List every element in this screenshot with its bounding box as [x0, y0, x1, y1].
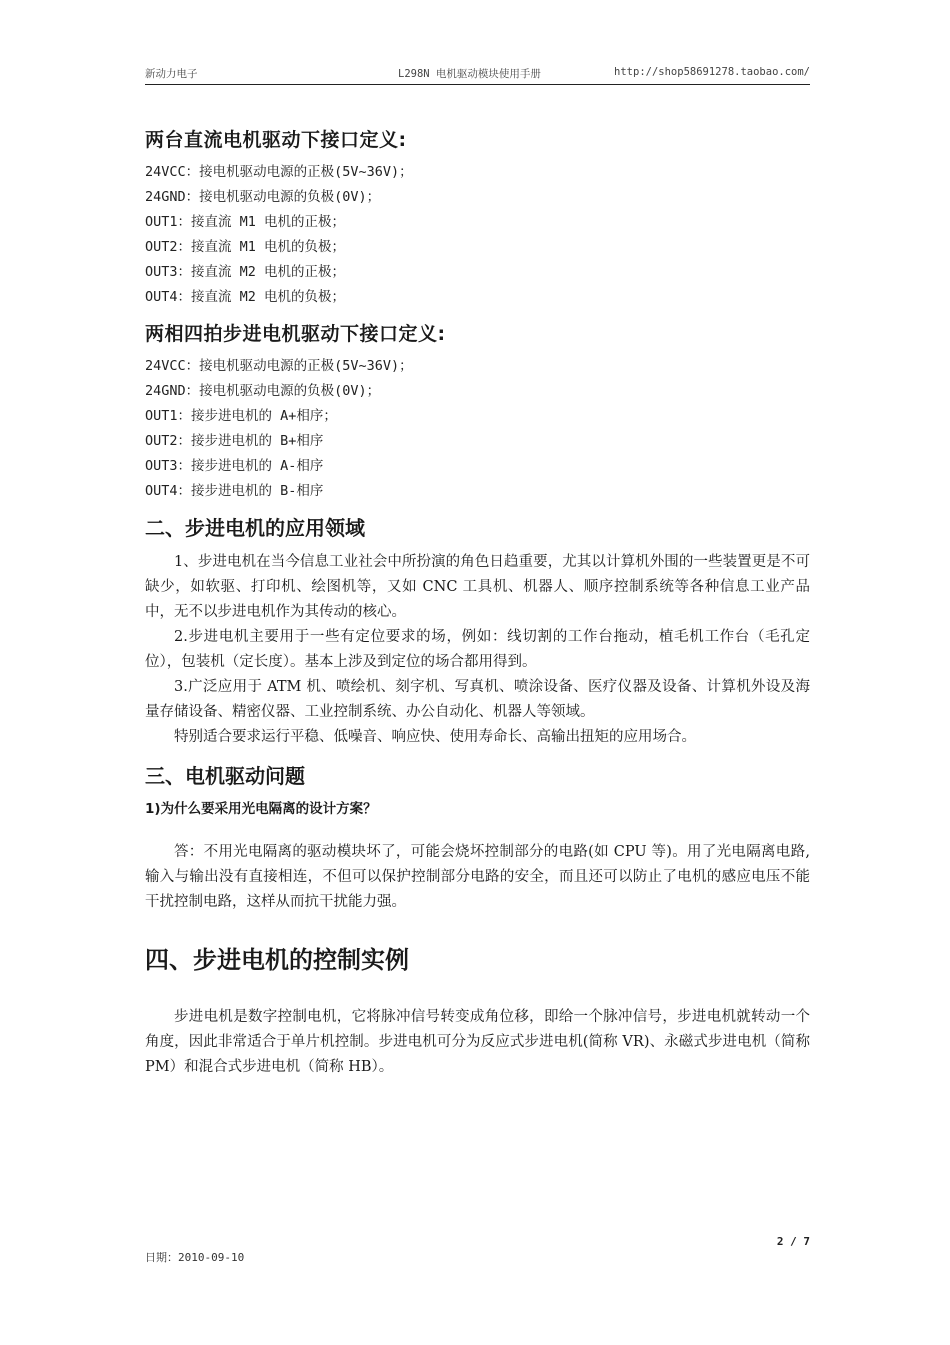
- section-4-heading: 四、步进电机的控制实例: [145, 946, 409, 974]
- section-2-paragraph: 特别适合要求运行平稳、低噪音、响应快、使用寿命长、高输出扭矩的应用场合。: [174, 729, 696, 745]
- faq-answer: 答：不用光电隔离的驱动模块坏了，可能会烧坏控制部分的电路(如 CPU 等)。用了光电隔离电路,输入与输出没有直接相连，不但可以保护控制部分电路的安全，而且还可以防止了电机的感应电压不能干扰控制电路，这样从而抗干扰能力强。: [145, 844, 810, 910]
- list-item: OUT4：接步进电机的 B-相序: [145, 483, 324, 499]
- section-2-paragraph: 3.广泛应用于 ATM 机、喷绘机、刻字机、写真机、喷涂设备、医疗仪器及设备、计算机外设及海量存储设备、精密仪器、工业控制系统、办公自动化、机器人等领域。: [145, 679, 810, 720]
- header-url: http://shop58691278.taobao.com/: [614, 66, 810, 78]
- page-number: 2 / 7: [776, 1235, 810, 1248]
- list-item: OUT1：接步进电机的 A+相序；: [145, 408, 337, 424]
- stepper-interface-list: [145, 354, 810, 504]
- list-item: OUT3：接直流 M2 电机的正极；: [145, 264, 346, 280]
- section-2-paragraph: 2.步进电机主要用于一些有定位要求的场，例如：线切割的工作台拖动，植毛机工作台（毛孔定位），包装机（定长度）。基本上涉及到定位的场合都用得到。: [145, 629, 810, 670]
- dc-interface-list: [145, 160, 810, 310]
- dc-interface-heading: 两台直流电机驱动下接口定义:: [145, 129, 407, 151]
- list-item: OUT3：接步进电机的 A-相序: [145, 458, 324, 474]
- section-2-heading: 二、步进电机的应用领域: [145, 516, 365, 540]
- page-header: [145, 66, 810, 84]
- stepper-interface-heading: 两相四拍步进电机驱动下接口定义:: [145, 323, 446, 345]
- list-item: 24VCC：接电机驱动电源的正极(5V~36V)；: [145, 358, 413, 374]
- list-item: 24GND：接电机驱动电源的负极(0V)；: [145, 189, 381, 205]
- header-company: 新动力电子: [145, 68, 198, 80]
- header-divider: [145, 84, 810, 85]
- section-2-paragraph: 1、步进电机在当今信息工业社会中所扮演的角色日趋重要，尤其以计算机外围的一些装置更是不可缺少，如软驱、打印机、绘图机等，又如 CNC 工具机、机器人、顺序控制系统等各种信息工业产品中，无不以步进电机作为其传动的核心。: [145, 554, 810, 620]
- footer-date: 日期：2010-09-10: [145, 1251, 245, 1264]
- list-item: OUT1：接直流 M1 电机的正极；: [145, 214, 346, 230]
- list-item: 24GND：接电机驱动电源的负极(0V)；: [145, 383, 381, 399]
- list-item: OUT4：接直流 M2 电机的负极；: [145, 289, 346, 305]
- section-3-heading: 三、电机驱动问题: [145, 764, 305, 788]
- list-item: OUT2：接步进电机的 B+相序: [145, 433, 324, 449]
- page-content: [145, 126, 810, 1080]
- list-item: 24VCC：接电机驱动电源的正极(5V~36V)；: [145, 164, 413, 180]
- faq-question: 1)为什么要采用光电隔离的设计方案？: [145, 801, 377, 817]
- header-title: L298N 电机驱动模块使用手册: [398, 68, 541, 80]
- list-item: OUT2：接直流 M1 电机的负极；: [145, 239, 346, 255]
- section-4-paragraph: 步进电机是数字控制电机，它将脉冲信号转变成角位移，即给一个脉冲信号，步进电机就转动一个角度，因此非常适合于单片机控制。步进电机可分为反应式步进电机(简称 VR)、永磁式步进电机（简称 PM）和混合式步进电机（简称 HB）。: [145, 1009, 810, 1075]
